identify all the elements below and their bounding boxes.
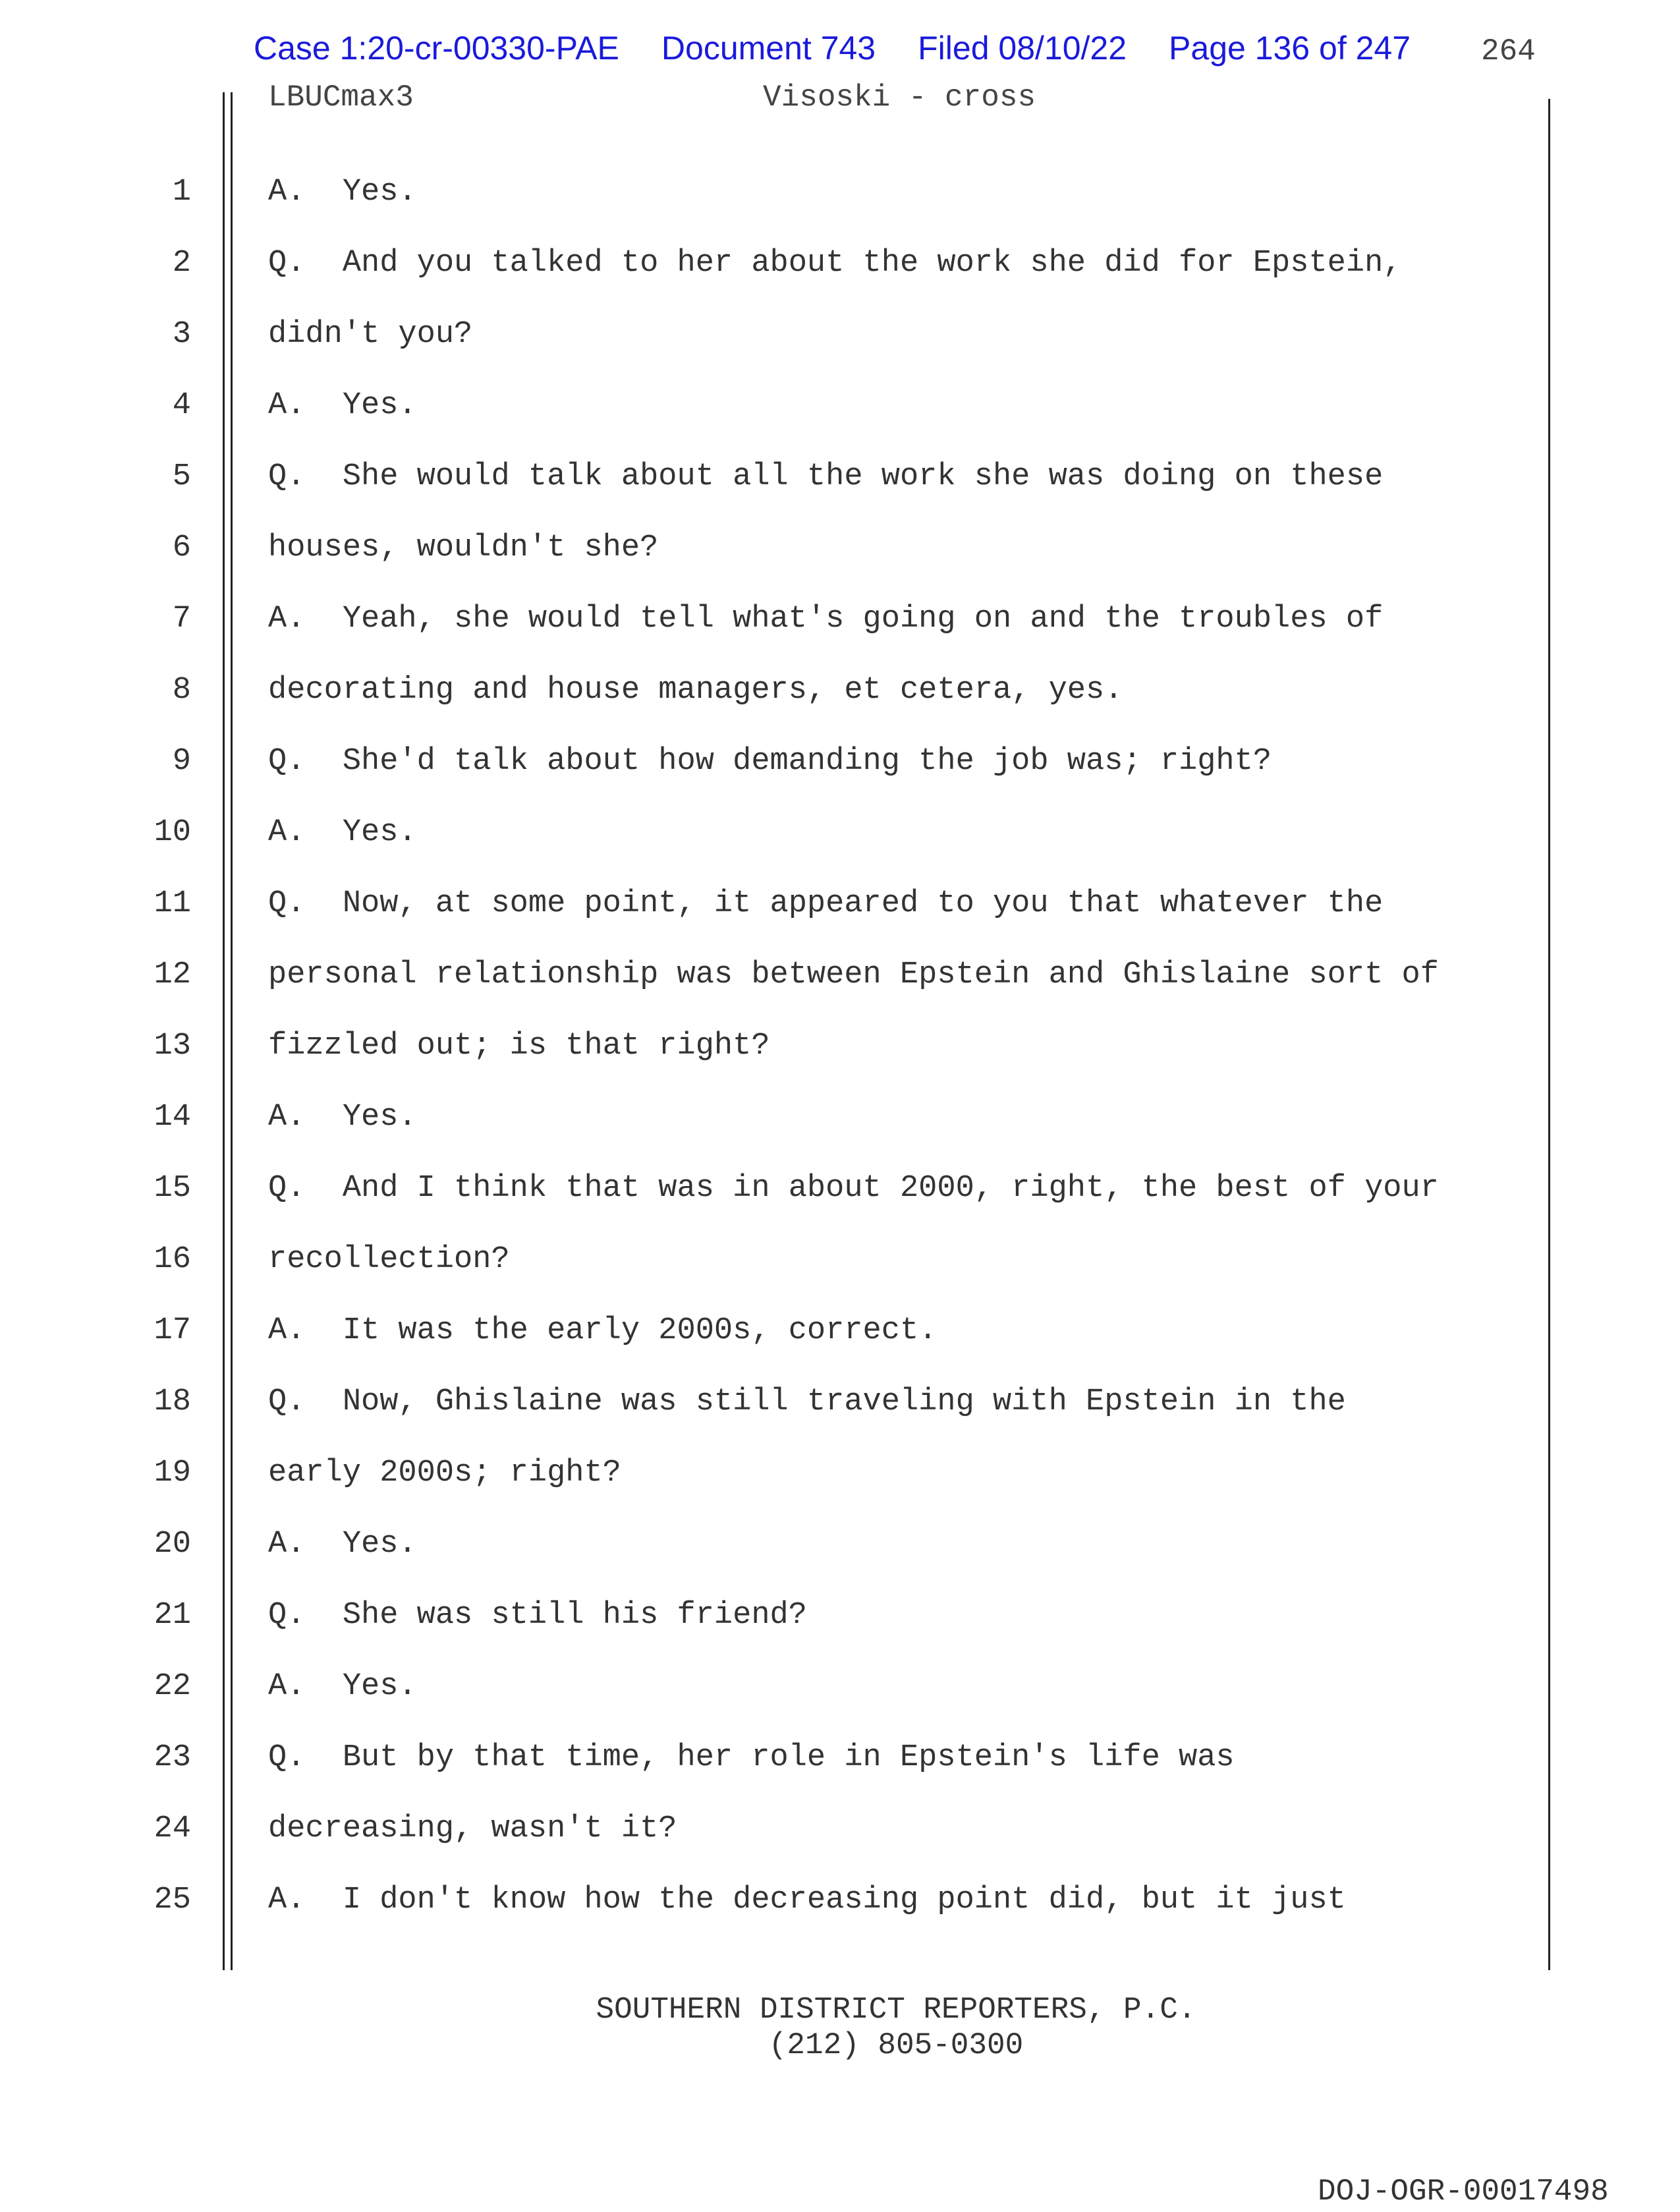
transcript-line — [0, 528, 1581, 568]
transcript-line — [0, 386, 1581, 426]
line-text: A. Yes. — [268, 388, 417, 423]
document-number: Document 743 — [661, 30, 876, 67]
transcript-line — [0, 600, 1581, 639]
line-number: 21 — [154, 1598, 191, 1633]
transcript-line — [0, 244, 1581, 283]
line-text: A. Yes. — [268, 175, 417, 210]
transcript-line — [0, 1382, 1581, 1422]
transcript-line — [0, 1667, 1581, 1707]
line-number: 23 — [154, 1740, 191, 1775]
transcript-line — [0, 1098, 1581, 1137]
line-text: Q. Now, Ghislaine was still traveling with Epstein in the — [268, 1384, 1346, 1419]
line-number: 17 — [154, 1313, 191, 1348]
transcript-line — [0, 1027, 1581, 1066]
line-number: 25 — [154, 1883, 191, 1917]
transcript-line — [0, 671, 1581, 710]
line-number: 5 — [172, 459, 191, 494]
transcript-line — [0, 315, 1581, 354]
line-text: A. Yes. — [268, 1527, 417, 1562]
line-number: 7 — [172, 602, 191, 637]
line-text: Q. And you talked to her about the work she did for Epstein, — [268, 246, 1402, 281]
transcript-line — [0, 1454, 1581, 1493]
transcript-line — [0, 884, 1581, 924]
line-text: houses, wouldn't she? — [268, 530, 659, 565]
line-number: 4 — [172, 388, 191, 423]
transcript-line — [0, 1525, 1581, 1564]
line-text: A. Yes. — [268, 815, 417, 850]
filing-header — [254, 29, 1453, 67]
line-number: 6 — [172, 530, 191, 565]
line-number: 1 — [172, 175, 191, 210]
transcript-line — [0, 955, 1581, 995]
line-text: Q. She'd talk about how demanding the job was; right? — [268, 744, 1272, 779]
transcript-line — [0, 173, 1581, 212]
bates-number: DOJ-OGR-00017498 — [1318, 2174, 1609, 2209]
line-number: 11 — [154, 886, 191, 921]
line-text: fizzled out; is that right? — [268, 1029, 770, 1063]
line-text: A. It was the early 2000s, correct. — [268, 1313, 938, 1348]
line-text: A. Yeah, she would tell what's going on and the troubles of — [268, 602, 1384, 637]
line-number: 8 — [172, 673, 191, 708]
line-text: Q. She would talk about all the work she was doing on these — [268, 459, 1384, 494]
transcript-line — [0, 1809, 1581, 1849]
line-number: 22 — [154, 1669, 191, 1704]
reporter-phone: (212) 805-0300 — [768, 2028, 1024, 2062]
line-text: didn't you? — [268, 317, 473, 352]
line-text: A. Yes. — [268, 1669, 417, 1704]
line-number: 16 — [154, 1242, 191, 1277]
line-text: Q. Now, at some point, it appeared to you that whatever the — [268, 886, 1384, 921]
line-number: 15 — [154, 1171, 191, 1206]
line-text: A. Yes. — [268, 1100, 417, 1135]
transcript-line — [0, 1596, 1581, 1635]
line-number: 3 — [172, 317, 191, 352]
line-text: Q. She was still his friend? — [268, 1598, 807, 1633]
case-number: Case 1:20-cr-00330-PAE — [254, 30, 619, 67]
line-text: recollection? — [268, 1242, 510, 1277]
line-text: Q. But by that time, her role in Epstein's life was — [268, 1740, 1235, 1775]
transcript-line — [0, 457, 1581, 497]
transcript-line — [0, 1738, 1581, 1778]
transcript-line — [0, 1240, 1581, 1280]
transcript-line — [0, 813, 1581, 853]
transcript-line — [0, 742, 1581, 781]
witness-heading: Visoski - cross — [763, 80, 1036, 115]
line-text: decorating and house managers, et cetera, yes. — [268, 673, 1123, 708]
case-code: LBUCmax3 — [268, 80, 414, 115]
line-number: 10 — [154, 815, 191, 850]
line-number: 19 — [154, 1456, 191, 1490]
line-number: 2 — [172, 246, 191, 281]
line-number: 12 — [154, 957, 191, 992]
line-number: 20 — [154, 1527, 191, 1562]
line-number: 18 — [154, 1384, 191, 1419]
page-of: Page 136 of 247 — [1169, 30, 1411, 67]
line-number: 24 — [154, 1811, 191, 1846]
line-text: early 2000s; right? — [268, 1456, 621, 1490]
transcript-line — [0, 1881, 1581, 1920]
reporter-footer: SOUTHERN DISTRICT REPORTERS, P.C. — [596, 1993, 1196, 2027]
transcript-line — [0, 1311, 1581, 1351]
line-text: A. I don't know how the decreasing point did, but it just — [268, 1883, 1346, 1917]
line-text: Q. And I think that was in about 2000, right, the best of your — [268, 1171, 1439, 1206]
transcript-line — [0, 1169, 1581, 1208]
line-number: 13 — [154, 1029, 191, 1063]
line-text: personal relationship was between Epstein and Ghislaine sort of — [268, 957, 1439, 992]
line-text: decreasing, wasn't it? — [268, 1811, 677, 1846]
line-number: 14 — [154, 1100, 191, 1135]
line-number: 9 — [172, 744, 191, 779]
transcript-page-number: 264 — [1481, 34, 1536, 69]
filed-date: Filed 08/10/22 — [918, 30, 1127, 67]
